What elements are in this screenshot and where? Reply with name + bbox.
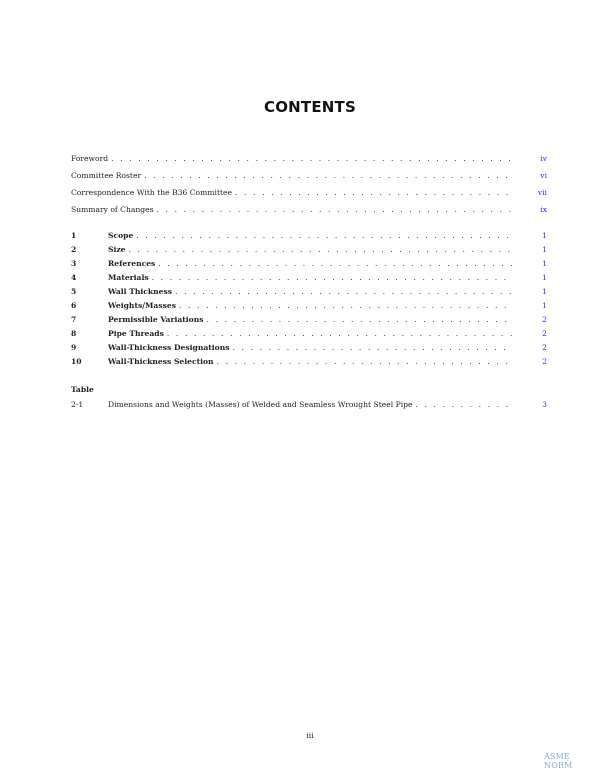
page-title: CONTENTS <box>264 98 356 116</box>
dot-leader <box>111 153 513 165</box>
entry-number: 10 <box>71 357 82 366</box>
entry-number: 2 <box>71 245 77 254</box>
entry-title[interactable]: Committee Roster <box>71 171 142 180</box>
toc-entry[interactable] <box>71 230 547 242</box>
toc-entry[interactable] <box>71 399 547 411</box>
entry-title[interactable]: Weights/Masses <box>108 301 176 310</box>
entry-title[interactable]: Correspondence With the B36 Committee <box>71 188 233 197</box>
dot-leader <box>233 342 513 354</box>
dot-leader <box>158 258 513 270</box>
entry-page-link[interactable]: iv <box>540 154 547 163</box>
dot-leader <box>207 314 513 326</box>
entry-title[interactable]: Permissible Variations <box>108 315 204 324</box>
entry-page-link[interactable]: 2 <box>542 357 547 366</box>
entry-page-link[interactable]: 1 <box>542 301 547 310</box>
entry-number: 7 <box>71 315 77 324</box>
toc-entry[interactable] <box>71 328 547 340</box>
entry-number: 3 <box>71 259 77 268</box>
dot-leader <box>152 272 513 284</box>
dot-leader <box>217 356 513 368</box>
dot-leader <box>167 328 513 340</box>
dot-leader <box>157 204 513 216</box>
entry-title[interactable]: Foreword <box>71 154 109 163</box>
entry-number: 5 <box>71 287 77 296</box>
dot-leader <box>136 230 513 242</box>
entry-number: 1 <box>71 231 77 240</box>
entry-page-link[interactable]: 2 <box>542 329 547 338</box>
entry-page-link[interactable]: 1 <box>542 273 547 282</box>
entry-page-link[interactable]: ix <box>540 205 547 214</box>
toc-entry[interactable] <box>71 342 547 354</box>
dot-leader <box>235 187 513 199</box>
toc-entry[interactable] <box>71 170 547 182</box>
toc-entry[interactable] <box>71 153 547 165</box>
dot-leader <box>144 170 513 182</box>
toc-entry[interactable] <box>71 258 547 270</box>
entry-page-link[interactable]: 3 <box>542 400 547 409</box>
watermark-logo <box>544 752 600 770</box>
entry-title[interactable]: Wall Thickness <box>108 287 173 296</box>
entry-title[interactable]: Wall-Thickness Selection <box>108 357 214 366</box>
toc-entry[interactable] <box>71 286 547 298</box>
toc-entry[interactable] <box>71 314 547 326</box>
entry-number: 8 <box>71 329 77 338</box>
toc-entry[interactable] <box>71 187 547 199</box>
entry-page-link[interactable]: 2 <box>542 315 547 324</box>
entry-page-link[interactable]: 1 <box>542 245 547 254</box>
toc-entry[interactable] <box>71 272 547 284</box>
entry-title[interactable]: Summary of Changes <box>71 205 154 214</box>
entry-title[interactable]: Dimensions and Weights (Masses) of Welded and Seamless Wrought Steel Pipe <box>108 400 413 409</box>
entry-number: 9 <box>71 343 77 352</box>
entry-page-link[interactable]: 1 <box>542 231 547 240</box>
watermark-text: ASME NORM <box>544 752 573 770</box>
entry-title[interactable]: References <box>108 259 156 268</box>
dot-leader <box>129 244 513 256</box>
dot-leader <box>415 399 513 411</box>
toc-entry[interactable] <box>71 204 547 216</box>
entry-title[interactable]: Wall-Thickness Designations <box>108 343 230 352</box>
page-number: iii <box>306 731 314 740</box>
entry-title[interactable]: Materials <box>108 273 149 282</box>
entry-number: 2-1 <box>71 400 84 409</box>
toc-entry[interactable] <box>71 244 547 256</box>
entry-number: 4 <box>71 273 77 282</box>
entry-title[interactable]: Size <box>108 245 126 254</box>
dot-leader <box>175 286 513 298</box>
entry-page-link[interactable]: 1 <box>542 287 547 296</box>
entry-page-link[interactable]: 2 <box>542 343 547 352</box>
entry-page-link[interactable]: vii <box>537 188 547 197</box>
entry-page-link[interactable]: 1 <box>542 259 547 268</box>
entry-number: 6 <box>71 301 77 310</box>
entry-title[interactable]: Pipe Threads <box>108 329 164 338</box>
toc-entry[interactable] <box>71 300 547 312</box>
dot-leader <box>179 300 513 312</box>
entry-page-link[interactable]: vi <box>540 171 547 180</box>
entry-title[interactable]: Scope <box>108 231 134 240</box>
toc-entry[interactable] <box>71 356 547 368</box>
tables-heading: Table <box>71 385 94 394</box>
